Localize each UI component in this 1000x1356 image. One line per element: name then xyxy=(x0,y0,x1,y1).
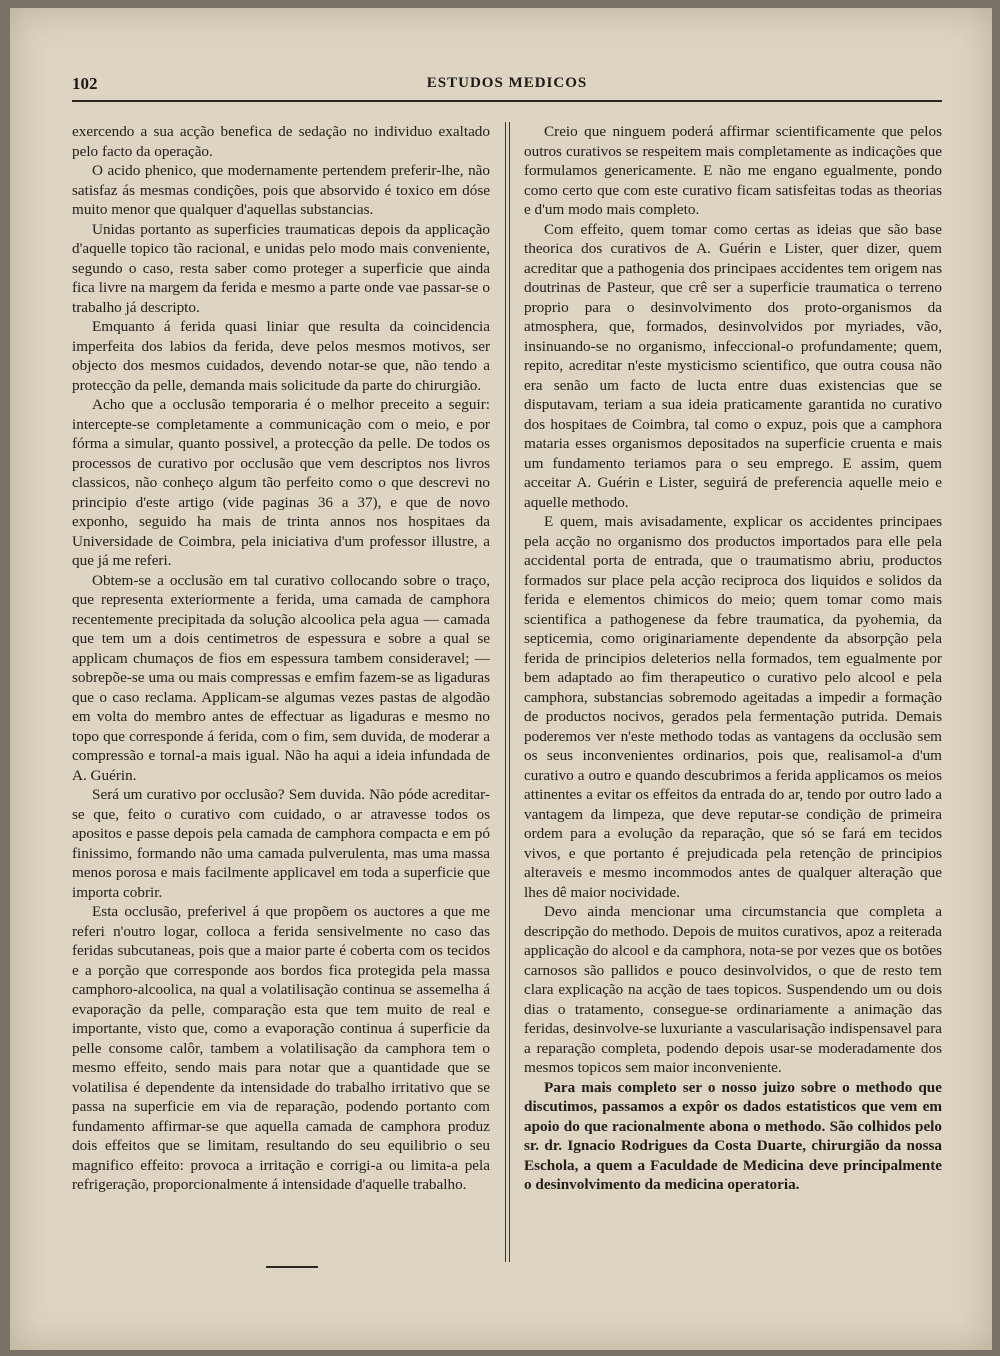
paragraph: Creio que ninguem poderá affirmar scientificamente que pelos outros curativos se respeitem mais completamente as indicações que formulamos genericamente. E não me engano egualmente, pondo como certo que com este curativo ficam satisfeitas todas as theorias e d'um modo mais completo. xyxy=(524,123,942,218)
paragraph: O acido phenico, que modernamente pertendem preferir-lhe, não satisfaz ás mesmas condições, pois que absorvido é toxico em dóse muito menor que qualquer d'aquellas substancias. xyxy=(72,162,490,218)
column-divider xyxy=(505,122,510,1262)
paragraph: Unidas portanto as superficies traumaticas depois da applicação d'aquelle topico tão racional, e unidas pelo modo mais conveniente, segundo o caso, resta saber como proteger a superficie que ainda fica livre na margem da ferida e mesmo a parte onde vae passar-se o trabalho já descripto. xyxy=(72,220,490,316)
header-rule xyxy=(72,100,942,102)
left-column xyxy=(72,122,490,1195)
end-rule xyxy=(266,1266,318,1268)
paragraph: Esta occlusão, preferivel á que propõem os auctores a que me referi n'outro logar, colloca a ferida sensivelmente no caso das feridas subcutaneas, pois que a maior parte é coberta com os tecidos e a porção que corresponde aos bordos fica protegida pela massa camphoro-alcoolica, na qual a volatilisação continua se assemelha á evaporação da pelle, comparação esta que tem muito de real e importante, visto que, como a evaporação continua á superficie da pelle consome calôr, tambem a volatilisação da camphora tem o mesmo effeito, sendo mais para notar que a quantidade que se volatilisa é dependente da intensidade do trabalho irritativo que se passa na superficie em via de reparação, podendo portanto com fundamento affirmar-se que aquella camada de camphora produz dois effeitos que se limitam, resultando do seu equilibrio o seu magnifico effeito: provoca a irritação e corrigi-a ou limita-a pela refrigeração, proporcionalmente á intensidade d'aquelle trabalho. xyxy=(72,903,490,1193)
paragraph: Devo ainda mencionar uma circumstancia que completa a descripção do methodo. Depois de muitos curativos, apoz a reiterada applicação do alcool e da camphora, nota-se por vezes que os botões carnosos são pallidos e pouco desinvolvidos, o que de resto tem clara explicação na acção de taes topicos. Suspendendo um ou dois dias o tratamento, consegue-se ordinariamente a animação das feridas, desinvolve-se luxuriante a vascularisação indispensavel para a reparação completa, podendo depois usar-se moderadamente dos mesmos topicos sem maior inconveniente. xyxy=(524,903,942,1076)
page-number: 102 xyxy=(72,74,98,93)
page-header xyxy=(72,70,942,98)
paragraph: Para mais completo ser o nosso juizo sobre o methodo que discutimos, passamos a expôr os dados estatisticos que vem em apoio do que racionalmente abona o methodo. São colhidos pelo sr. dr. Ignacio Rodrigues da Costa Duarte, chirurgião da nossa Eschola, a quem a Faculdade de Medicina deve principalmente o desinvolvimento da medicina operatoria. xyxy=(524,1078,942,1193)
paragraph: E quem, mais avisadamente, explicar os accidentes principaes pela acção no organismo dos productos importados para elle pela accidental porta de entrada, que o traumatismo abriu, productos formados sur place pela acção reciproca dos liquidos e solidos da ferida e elementos chimicos do meio; quem tomar como mais scientifica a pathogenese da febre traumatica, da pyohemia, da septicemia, como originariamente dependente da absorpção pela ferida de principios deleterios nella formados, tem egualmente por bem adaptado ao fim therapeutico o curativo pelo alcool e pela camphora, substancias sobremodo ageitadas a impedir a formação de productos nocivos, gerados pela fermentação putrida. Demais poderemos ver n'este methodo todas as vantagens da occlusão sem os seus inconvenientes ordinarios, pois que, realisamol-a d'um curativo a outro e quando descubrimos a ferida applicamos os meios attinentes a evitar os effeitos da entrada do ar, tendo por outro lado a vantagem da limpeza, que deve reputar-se condição de primeira ordem para a evolução da reparação, que só se fará em tecidos vivos, e que portanto é prejudicada pela retenção de principios alteraveis e mesmo incommodos antes de qualquer alteração que lhes dê maior nocividade. xyxy=(524,513,942,901)
right-column xyxy=(524,122,942,1195)
paragraph: Obtem-se a occlusão em tal curativo collocando sobre o traço, que representa exteriormente a ferida, uma camada de camphora recentemente precipitada da solução alcoolica pela agua — camada que tem um a dois centimetros de espessura e sobre a qual se applicam chumaços de fios em espessura tambem consideravel; — sobrepõe-se uma ou mais compressas e emfim fazem-se as ligaduras que o caso reclama. Applicam-se algumas vezes pastas de algodão em volta do membro antes de effectuar as ligaduras e mesmo no topo que corresponde á ferida, com o fim, sem duvida, de moderar a compressão e tornal-a mais igual. Não ha aqui a ideia infundada de A. Guérin. xyxy=(72,571,490,784)
paragraph: Acho que a occlusão temporaria é o melhor preceito a seguir: intercepte-se completamente a communicação com o meio, e por fórma a simular, quanto possivel, a protecção da pelle. De todos os processos de curativo por occlusão que vem descriptos nos livros classicos, não conheço algum tão perfeito como o que descrevi no principio d'este artigo (vide paginas 36 a 37), e que de novo exponho, seguido ha mais de trinta annos nos hospitaes da Universidade de Coimbra, pela iniciativa d'um professor illustre, a que já me referi. xyxy=(72,396,490,569)
paragraph: exercendo a sua acção benefica de sedação no individuo exaltado pelo facto da operação. xyxy=(72,123,490,160)
paragraph: Será um curativo por occlusão? Sem duvida. Não póde acreditar-se que, feito o curativo com cuidado, o ar atravesse todos os apositos e passe depois pela camada de camphora compacta e em pó finissimo, formando não uma camada pulverulenta, mas uma massa menos porosa e mais facilmente applicavel em toda a superficie que importa cobrir. xyxy=(72,786,490,901)
paragraph: Com effeito, quem tomar como certas as ideias que são base theorica dos curativos de A. Guérin e Lister, quer dizer, quem acreditar que a pathogenia dos principaes accidentes tem origem nas doutrinas de Pasteur, que crê ser a superficie traumatica o terreno proprio para o desinvolvimento dos proto-organismos da atmosphera, que, formados, desinvolvidos por myriades, vão, insinuando-se no organismo, infeccional-o profundamente; quem, repito, acreditar n'este mysticismo scientifico, que outra cousa não era senão um facto de lucta entre duas existencias que se disputavam, teriam a sua ideia praticamente garantida no curativo dos hospitaes de Coimbra, tal como o expuz, pois que a camphora mataria esses organismos depositados na superficie cruenta e mais um fundamento teriamos para o seu emprego. E assim, quem acceitar A. Guérin e Lister, seguirá de preferencia aquelle meio e aquelle methodo. xyxy=(524,220,942,511)
running-title: ESTUDOS MEDICOS xyxy=(426,75,588,91)
paragraph: Emquanto á ferida quasi liniar que resulta da coincidencia imperfeita dos labios da ferida, deve pelos mesmos motivos, ser objecto dos mesmos cuidados, devendo notar-se que, não tendo a protecção da pelle, demanda mais solicitude da parte do chirurgião. xyxy=(72,318,490,394)
